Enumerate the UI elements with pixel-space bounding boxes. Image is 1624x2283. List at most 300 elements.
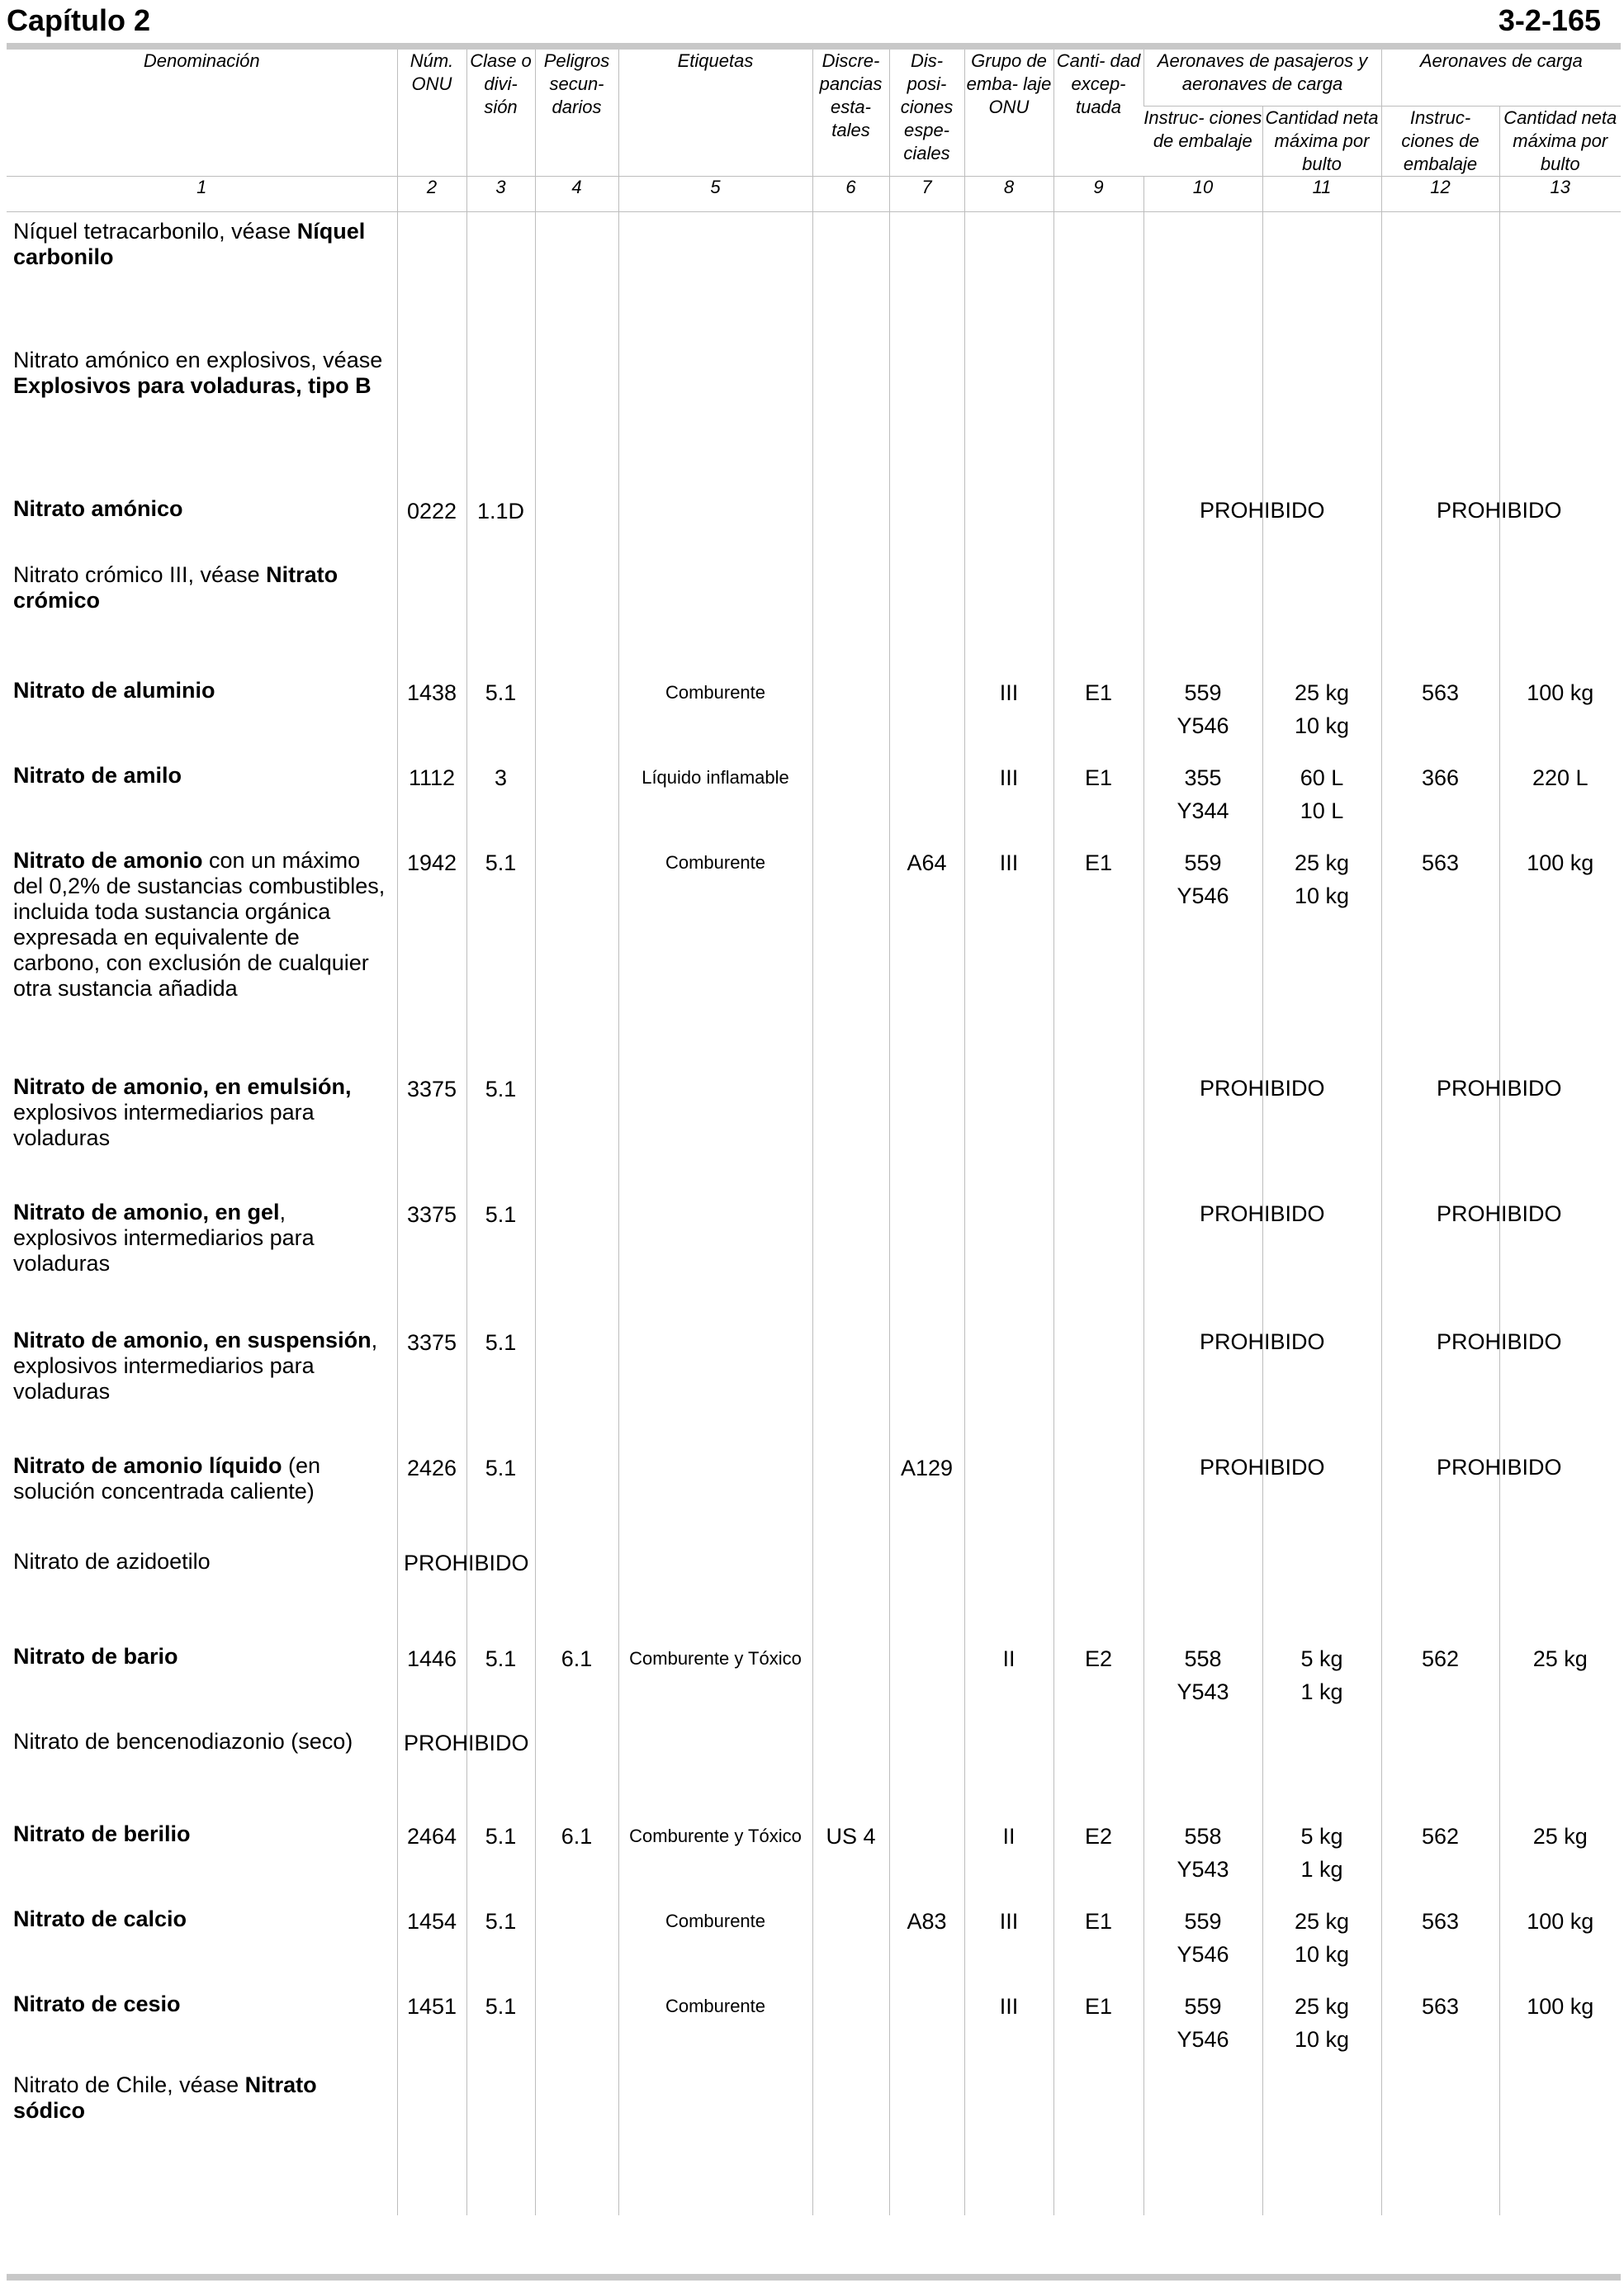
column-number-9: 9 xyxy=(1053,177,1143,212)
cell-packing-group xyxy=(964,1815,1053,1900)
cell-subsidiary-hazard xyxy=(535,2066,618,2215)
cell-excepted-quantity xyxy=(1053,1321,1143,1447)
cell-special-provisions xyxy=(889,1542,964,1637)
cell-packing-group xyxy=(964,490,1053,556)
cell-value: 5.1 xyxy=(485,1329,517,1355)
cell-pax-packing-instruction xyxy=(1143,1900,1262,1985)
denomination-text: Nitrato de amonio, en suspensión, explosivos intermediarios para voladuras xyxy=(13,1327,378,1404)
cell-pax-max-quantity xyxy=(1262,1900,1381,1985)
cell-pax-packing-instruction xyxy=(1143,1637,1262,1722)
cell-value: 1942 xyxy=(406,850,457,875)
cell-pax-max-quantity xyxy=(1262,341,1381,490)
cell-subsidiary-hazard xyxy=(535,1193,618,1321)
cell-packing-group xyxy=(964,556,1053,671)
denomination-bold: Nitrato de amonio xyxy=(13,847,203,873)
column-number-4: 4 xyxy=(535,177,618,212)
cell-packing-group xyxy=(964,1722,1053,1815)
cell-cargo-packing-instruction xyxy=(1381,212,1499,341)
cell-state-variations xyxy=(812,1447,889,1542)
cell-class-division xyxy=(466,1321,535,1447)
table-row xyxy=(7,1985,1621,2066)
cell-cargo-packing-instruction xyxy=(1381,341,1499,490)
cell-value: 1451 xyxy=(406,1993,457,2019)
cell-denomination xyxy=(7,1722,397,1815)
cell-cargo-max-quantity xyxy=(1499,1900,1621,1985)
prohibited-label: PROHIBIDO xyxy=(1437,1201,1562,1226)
cell-value: Líquido inflamable xyxy=(642,766,789,788)
cell-value: 562 xyxy=(1421,1646,1460,1671)
cell-value: 100 kg xyxy=(1527,850,1594,875)
cell-labels xyxy=(618,1447,812,1542)
cell-value: 562 xyxy=(1421,1823,1460,1849)
denomination-bold: Explosivos para voladuras, tipo B xyxy=(13,372,372,398)
cell-denomination xyxy=(7,1193,397,1321)
cell-subsidiary-hazard xyxy=(535,1542,618,1637)
denomination-text: Nitrato de bencenodiazonio (seco) xyxy=(13,1728,353,1754)
cell-value: 25 kg xyxy=(1532,1823,1588,1849)
cell-un-number xyxy=(397,1637,466,1722)
cell-class-division xyxy=(466,556,535,671)
chapter-title: Capítulo 2 xyxy=(7,3,151,37)
cell-special-provisions xyxy=(889,1900,964,1985)
cell-excepted-quantity xyxy=(1053,1637,1143,1722)
dangerous-goods-table xyxy=(7,50,1621,2215)
cell-pax-max-quantity xyxy=(1262,1985,1381,2066)
cell-cargo-packing-instruction xyxy=(1381,1542,1499,1637)
cell-value: 558 Y543 xyxy=(1177,1646,1229,1704)
denomination-bold: Nitrato de amonio líquido xyxy=(13,1452,282,1478)
cell-excepted-quantity xyxy=(1053,1722,1143,1815)
cell-subsidiary-hazard xyxy=(535,1068,618,1193)
col-header-9: Canti- dad excep- tuada xyxy=(1053,50,1143,177)
cell-denomination xyxy=(7,1985,397,2066)
denomination-text xyxy=(13,1821,387,1847)
denomination-bold: Nitrato sódico xyxy=(13,2072,317,2123)
cell-special-provisions xyxy=(889,841,964,1068)
cell-denomination xyxy=(7,841,397,1068)
cell-subsidiary-hazard xyxy=(535,341,618,490)
prohibited-label: PROHIBIDO xyxy=(1437,1455,1562,1480)
cell-excepted-quantity xyxy=(1053,556,1143,671)
cell-value: A64 xyxy=(907,850,947,875)
prohibited-label: PROHIBIDO xyxy=(1437,1076,1562,1101)
cell-special-provisions xyxy=(889,1637,964,1722)
table-row xyxy=(7,2066,1621,2215)
table-row xyxy=(7,1542,1621,1637)
cell-value: 5.1 xyxy=(485,1908,517,1934)
cell-cargo-max-quantity xyxy=(1499,1542,1621,1637)
cell-state-variations xyxy=(812,490,889,556)
cell-labels xyxy=(618,756,812,841)
cell-value: 563 xyxy=(1421,1908,1460,1934)
cell-pax-packing-instruction xyxy=(1143,2066,1262,2215)
cell-value: 366 xyxy=(1421,765,1460,790)
cell-special-provisions xyxy=(889,1985,964,2066)
denomination-text: Nitrato de Chile, véase Nitrato sódico xyxy=(13,2072,317,2123)
cell-denomination xyxy=(7,756,397,841)
cell-cargo-max-quantity xyxy=(1499,556,1621,671)
denomination-text xyxy=(13,1644,387,1670)
denomination-text: Nitrato crómico III, véase Nitrato crómico xyxy=(13,561,339,613)
cell-cargo-max-quantity xyxy=(1499,841,1621,1068)
col-header-11: Cantidad neta máxima por bulto xyxy=(1262,107,1381,177)
cell-state-variations xyxy=(812,1193,889,1321)
cell-cargo-packing-instruction xyxy=(1381,756,1499,841)
cell-value: 563 xyxy=(1421,680,1460,705)
cell-value: 559 Y546 xyxy=(1177,1908,1229,1967)
cell-value: 6.1 xyxy=(561,1646,593,1671)
cell-special-provisions xyxy=(889,671,964,756)
cell-value: E1 xyxy=(1084,765,1113,790)
cell-denomination xyxy=(7,1321,397,1447)
column-number-13: 13 xyxy=(1499,177,1621,212)
cell-pax-max-quantity xyxy=(1262,1637,1381,1722)
cell-value: 558 Y543 xyxy=(1177,1823,1229,1882)
cell-excepted-quantity xyxy=(1053,841,1143,1068)
col-header-5: Etiquetas xyxy=(618,50,812,177)
cell-cargo-max-quantity xyxy=(1499,1722,1621,1815)
cell-value: 1112 xyxy=(408,765,456,790)
denomination-text xyxy=(13,1906,387,1932)
cell-labels xyxy=(618,341,812,490)
cell-pax-max-quantity xyxy=(1262,1542,1381,1637)
cell-value: 5.1 xyxy=(485,850,517,875)
denomination-bold: Níquel carbonilo xyxy=(13,219,366,269)
cell-subsidiary-hazard xyxy=(535,1815,618,1900)
cell-value: 559 Y546 xyxy=(1177,1993,1229,2052)
group-header-cargo: Aeronaves de carga xyxy=(1381,50,1621,107)
cell-value: 5.1 xyxy=(485,1076,517,1101)
cell-value: 559 Y546 xyxy=(1177,850,1229,908)
cell-packing-group xyxy=(964,341,1053,490)
cell-value: 3375 xyxy=(406,1076,457,1101)
cell-value: Comburente xyxy=(665,851,766,873)
col-header-6: Discre- pancias esta- tales xyxy=(812,50,889,177)
table-row xyxy=(7,1722,1621,1815)
prohibited-label: PROHIBIDO xyxy=(1200,498,1325,523)
cell-pax-packing-instruction xyxy=(1143,671,1262,756)
cell-un-number xyxy=(397,2066,466,2215)
cell-labels xyxy=(618,1900,812,1985)
cell-value: Comburente y Tóxico xyxy=(629,1825,802,1846)
cell-excepted-quantity xyxy=(1053,1985,1143,2066)
cell-cargo-packing-instruction xyxy=(1381,1722,1499,1815)
cell-value: III xyxy=(999,680,1019,705)
table-row xyxy=(7,841,1621,1068)
denomination-text xyxy=(13,678,387,703)
cell-pax-packing-instruction xyxy=(1143,841,1262,1068)
top-rule xyxy=(7,43,1621,50)
cell-excepted-quantity xyxy=(1053,1447,1143,1542)
cell-value: 5.1 xyxy=(485,1823,517,1849)
cell-value: 5 kg 1 kg xyxy=(1300,1823,1343,1882)
cell-value: 60 L 10 L xyxy=(1300,765,1344,823)
column-number-1: 1 xyxy=(7,177,397,212)
denomination-bold: Nitrato de bario xyxy=(13,1643,178,1669)
cell-packing-group xyxy=(964,671,1053,756)
cell-state-variations xyxy=(812,1815,889,1900)
cell-un-number xyxy=(397,1193,466,1321)
prohibited-label: PROHIBIDO xyxy=(404,1731,529,1755)
cell-value: 355 Y344 xyxy=(1177,765,1229,823)
cell-pax-packing-instruction xyxy=(1143,556,1262,671)
table-row xyxy=(7,1815,1621,1900)
prohibited-label: PROHIBIDO xyxy=(1200,1329,1325,1354)
column-number-5: 5 xyxy=(618,177,812,212)
cell-state-variations xyxy=(812,341,889,490)
cell-excepted-quantity xyxy=(1053,2066,1143,2215)
cell-denomination xyxy=(7,341,397,490)
table-row xyxy=(7,490,1621,556)
cell-denomination xyxy=(7,2066,397,2215)
cell-pax-packing-instruction xyxy=(1143,212,1262,341)
table-row xyxy=(7,1321,1621,1447)
cell-un-number xyxy=(397,1447,466,1542)
cell-un-number xyxy=(397,1321,466,1447)
cell-excepted-quantity xyxy=(1053,756,1143,841)
cell-labels xyxy=(618,1068,812,1193)
cell-cargo-max-quantity xyxy=(1499,1985,1621,2066)
cell-denomination xyxy=(7,556,397,671)
cell-pax-packing-instruction xyxy=(1143,1815,1262,1900)
cell-cargo-max-quantity xyxy=(1499,341,1621,490)
cell-state-variations xyxy=(812,212,889,341)
cell-value: Comburente xyxy=(665,1995,766,2016)
cell-excepted-quantity xyxy=(1053,1068,1143,1193)
cell-value: 5.1 xyxy=(485,1993,517,2019)
column-number-7: 7 xyxy=(889,177,964,212)
cell-un-number xyxy=(397,1900,466,1985)
cell-value: 25 kg 10 kg xyxy=(1294,680,1350,738)
cell-value: 5.1 xyxy=(485,1201,517,1227)
cell-value: 5.1 xyxy=(485,1646,517,1671)
cell-packing-group xyxy=(964,1193,1053,1321)
cell-subsidiary-hazard xyxy=(535,756,618,841)
cell-denomination xyxy=(7,212,397,341)
cell-special-provisions xyxy=(889,756,964,841)
cell-special-provisions xyxy=(889,1815,964,1900)
cell-excepted-quantity xyxy=(1053,341,1143,490)
table-row xyxy=(7,212,1621,341)
cell-labels xyxy=(618,2066,812,2215)
column-number-8: 8 xyxy=(964,177,1053,212)
cell-value: 559 Y546 xyxy=(1177,680,1229,738)
cell-pax-max-quantity xyxy=(1262,556,1381,671)
cell-excepted-quantity xyxy=(1053,1542,1143,1637)
cell-labels xyxy=(618,212,812,341)
cell-excepted-quantity xyxy=(1053,1815,1143,1900)
col-header-1: Denominación xyxy=(143,50,260,71)
cell-packing-group xyxy=(964,1637,1053,1722)
cell-denomination xyxy=(7,1447,397,1542)
cell-labels xyxy=(618,490,812,556)
cell-special-provisions xyxy=(889,1722,964,1815)
table-row xyxy=(7,1637,1621,1722)
cell-special-provisions xyxy=(889,556,964,671)
cell-state-variations xyxy=(812,1068,889,1193)
column-number-6: 6 xyxy=(812,177,889,212)
cell-cargo-packing-instruction xyxy=(1381,1815,1499,1900)
cell-cargo-packing-instruction xyxy=(1381,841,1499,1068)
cell-pax-packing-instruction xyxy=(1143,1722,1262,1815)
cell-un-number xyxy=(397,841,466,1068)
denomination-bold: Nitrato de aluminio xyxy=(13,677,215,703)
cell-un-number xyxy=(397,490,466,556)
cell-packing-group xyxy=(964,1068,1053,1193)
cell-labels xyxy=(618,1722,812,1815)
cell-denomination xyxy=(7,1068,397,1193)
cell-packing-group xyxy=(964,841,1053,1068)
cell-cargo-max-quantity xyxy=(1499,1637,1621,1722)
prohibited-label: PROHIBIDO xyxy=(1200,1076,1325,1101)
cell-cargo-packing-instruction xyxy=(1381,1900,1499,1985)
cell-value: E1 xyxy=(1084,850,1113,875)
cell-class-division xyxy=(466,1815,535,1900)
denomination-text xyxy=(13,496,387,522)
cell-cargo-packing-instruction xyxy=(1381,2066,1499,2215)
table-row xyxy=(7,1900,1621,1985)
cell-cargo-packing-instruction xyxy=(1381,1985,1499,2066)
cell-value: 100 kg xyxy=(1527,680,1594,705)
cell-value: Comburente xyxy=(665,681,766,703)
cell-class-division xyxy=(466,490,535,556)
cell-cargo-max-quantity xyxy=(1499,2066,1621,2215)
denomination-bold: Nitrato de berilio xyxy=(13,1821,191,1846)
cell-state-variations xyxy=(812,841,889,1068)
prohibited-label: PROHIBIDO xyxy=(1437,1329,1562,1354)
cell-special-provisions xyxy=(889,490,964,556)
cell-pax-packing-instruction xyxy=(1143,756,1262,841)
cell-class-division xyxy=(466,1068,535,1193)
cell-subsidiary-hazard xyxy=(535,490,618,556)
denomination-text xyxy=(13,763,387,789)
cell-labels xyxy=(618,841,812,1068)
table-row xyxy=(7,1068,1621,1193)
denomination-text: Nitrato de amonio, en gel, explosivos intermediarios para voladuras xyxy=(13,1199,315,1276)
cell-labels xyxy=(618,1321,812,1447)
cell-cargo-max-quantity xyxy=(1499,756,1621,841)
column-number-11: 11 xyxy=(1262,177,1381,212)
cell-labels xyxy=(618,1985,812,2066)
cell-state-variations xyxy=(812,2066,889,2215)
cell-special-provisions xyxy=(889,212,964,341)
cell-value: E1 xyxy=(1084,1908,1113,1934)
cell-pax-max-quantity xyxy=(1262,756,1381,841)
cell-value: 1446 xyxy=(406,1646,457,1671)
cell-excepted-quantity xyxy=(1053,1193,1143,1321)
cell-state-variations xyxy=(812,1637,889,1722)
cell-denomination xyxy=(7,1637,397,1722)
cell-value: 2464 xyxy=(406,1823,457,1849)
cell-class-division xyxy=(466,756,535,841)
cell-excepted-quantity xyxy=(1053,671,1143,756)
cell-value: 3 xyxy=(494,765,508,790)
denomination-text: Nitrato de amonio con un máximo del 0,2% de sustancias combustibles, incluida toda sustancia orgánica expresada en equivalente de carbono, con exclusión de cualquier otra sustancia añadida xyxy=(13,847,386,1001)
cell-pax-max-quantity xyxy=(1262,841,1381,1068)
cell-labels xyxy=(618,1815,812,1900)
cell-un-number xyxy=(397,1068,466,1193)
cell-value: A129 xyxy=(900,1455,954,1480)
denomination-bold: Nitrato de amonio, en suspensión xyxy=(13,1327,372,1352)
cell-subsidiary-hazard xyxy=(535,1985,618,2066)
cell-state-variations xyxy=(812,671,889,756)
cell-packing-group xyxy=(964,212,1053,341)
cell-value: 220 L xyxy=(1532,765,1588,790)
denomination-text: Nitrato de azidoetilo xyxy=(13,1548,211,1574)
col-header-12: Instruc- ciones de embalaje xyxy=(1381,107,1499,177)
cell-value: III xyxy=(999,765,1019,790)
cell-excepted-quantity xyxy=(1053,490,1143,556)
cell-denomination xyxy=(7,490,397,556)
cell-cargo-max-quantity xyxy=(1499,1815,1621,1900)
cell-subsidiary-hazard xyxy=(535,1637,618,1722)
cell-class-division xyxy=(466,1447,535,1542)
cell-denomination xyxy=(7,1815,397,1900)
cell-subsidiary-hazard xyxy=(535,212,618,341)
cell-class-division xyxy=(466,841,535,1068)
denomination-bold: Nitrato crómico xyxy=(13,561,339,613)
cell-labels xyxy=(618,1542,812,1637)
cell-value: III xyxy=(999,1993,1019,2019)
column-number-12: 12 xyxy=(1381,177,1499,212)
table-row xyxy=(7,341,1621,490)
cell-pax-max-quantity xyxy=(1262,212,1381,341)
cell-value: Comburente y Tóxico xyxy=(629,1647,802,1669)
col-header-8: Grupo de emba- laje ONU xyxy=(964,50,1053,177)
col-header-7: Dis- posi- ciones espe- ciales xyxy=(889,50,964,177)
col-header-10: Instruc- ciones de embalaje xyxy=(1143,107,1262,151)
cell-value: 563 xyxy=(1421,850,1460,875)
cell-class-division xyxy=(466,212,535,341)
cell-pax-max-quantity xyxy=(1262,1722,1381,1815)
cell-un-number xyxy=(397,1985,466,2066)
denomination-text: Nitrato de amonio líquido (en solución concentrada caliente) xyxy=(13,1452,321,1504)
table-row xyxy=(7,556,1621,671)
cell-cargo-max-quantity xyxy=(1499,671,1621,756)
cell-pax-packing-instruction xyxy=(1143,1985,1262,2066)
cell-pax-max-quantity xyxy=(1262,1815,1381,1900)
cell-labels xyxy=(618,556,812,671)
table-row xyxy=(7,1193,1621,1321)
cell-subsidiary-hazard xyxy=(535,1447,618,1542)
cell-value: E2 xyxy=(1084,1646,1113,1671)
cell-value: 100 kg xyxy=(1527,1993,1594,2019)
cell-pax-max-quantity xyxy=(1262,671,1381,756)
cell-value: 0222 xyxy=(406,498,457,523)
cell-un-number xyxy=(397,341,466,490)
denomination-text: Nitrato de amonio, en emulsión, explosivos intermediarios para voladuras xyxy=(13,1073,352,1150)
cell-value: III xyxy=(999,1908,1019,1934)
cell-state-variations xyxy=(812,1900,889,1985)
column-number-row xyxy=(7,177,1621,212)
cell-state-variations xyxy=(812,1321,889,1447)
cell-subsidiary-hazard xyxy=(535,841,618,1068)
prohibited-label: PROHIBIDO xyxy=(1437,498,1562,523)
cell-value: E1 xyxy=(1084,1993,1113,2019)
cell-un-number xyxy=(397,212,466,341)
cell-state-variations xyxy=(812,756,889,841)
cell-value: 2426 xyxy=(406,1455,457,1480)
denomination-bold: Nitrato amónico xyxy=(13,495,183,521)
bottom-rule xyxy=(7,2274,1621,2281)
denomination-text: Nitrato amónico en explosivos, véase Explosivos para voladuras, tipo B xyxy=(13,347,383,398)
page-number: 3-2-165 xyxy=(1498,3,1601,37)
cell-value: Comburente xyxy=(665,1910,766,1931)
cell-class-division xyxy=(466,341,535,490)
prohibited-label: PROHIBIDO xyxy=(1200,1201,1325,1226)
cell-value: 3375 xyxy=(406,1329,457,1355)
cell-class-division xyxy=(466,1900,535,1985)
